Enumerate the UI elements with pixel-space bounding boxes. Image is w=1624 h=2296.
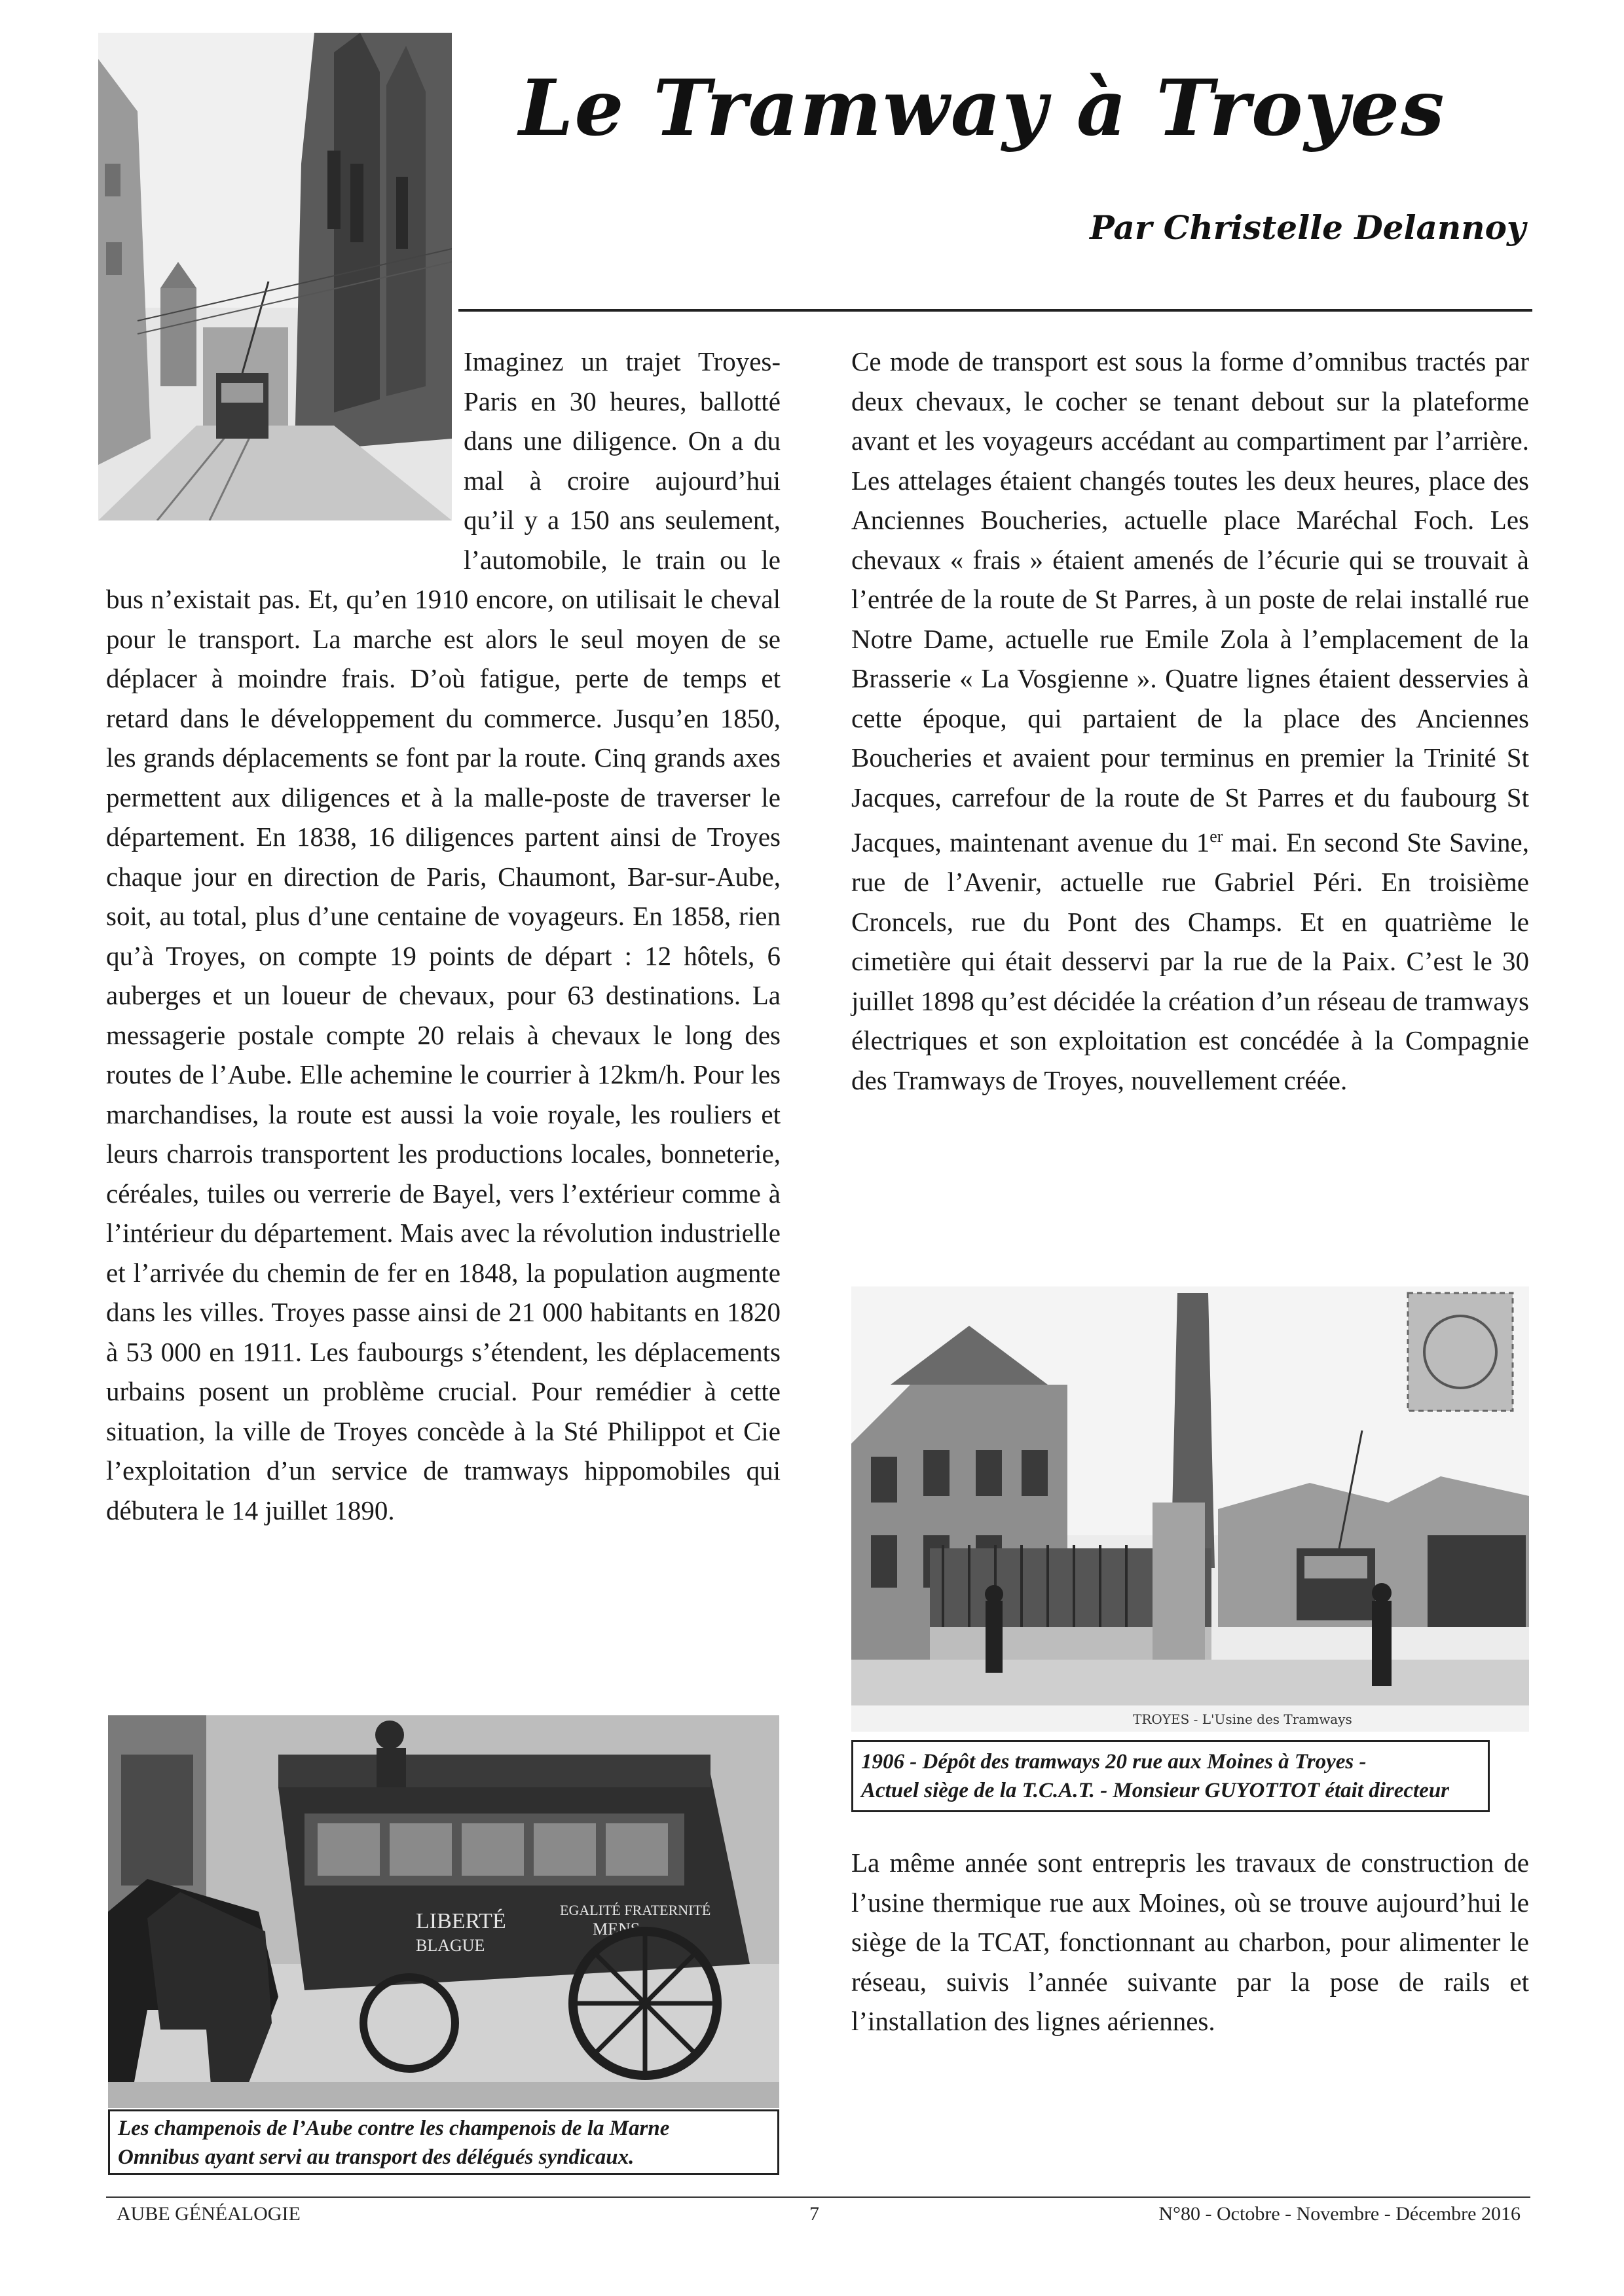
article-paragraph — [851, 342, 1529, 1100]
article-right-column — [851, 342, 1529, 1100]
street-photo-wrap-space — [106, 342, 453, 561]
footer-issue: N°80 - Octobre - Novembre - Décembre 2016 — [1158, 2203, 1521, 2225]
omnibus-sign-text: MENS — [593, 1920, 640, 1939]
omnibus-sign-text: BLAGUE — [416, 1936, 485, 1955]
omnibus-photo-caption — [108, 2109, 779, 2175]
author-byline: Par Christelle Delannoy — [1090, 208, 1526, 247]
caption-line: 1906 - Dépôt des tramways 20 rue aux Moines à Troyes - — [861, 1750, 1367, 1774]
article-text: Ce mode de transport est sous la forme d’omnibus tractés par deux chevaux, le cocher se tenant debout sur la plateforme avant et les voyageurs accédant au compartiment par l’arrière. Les attelages étaient changés toutes les deux heures, place des Anciennes Boucheries, actuelle place Maréchal Foch. Les chevaux « frais » étaient amenés de l’écurie qui se trouvait à l’entrée de la route de St Parres, à un poste de relai installé rue Notre Dame, actuelle rue Emile Zola à l’emplacement de la Brasserie « La Vosgienne ». Quatre lignes étaient desservies à cette époque, qui partaient de la place des Anciennes Boucheries et avaient pour terminus en premier la Trinité St Jacques, carrefour de la route de St Parres et du faubourg St Jacques, maintenant avenue du 1 — [851, 346, 1529, 858]
caption-line: Omnibus ayant servi au transport des délégués syndicaux. — [118, 2145, 635, 2169]
article-left-column — [106, 342, 781, 1530]
article-paragraph: Imaginez un trajet Troyes-Paris en 30 heures, ballotté dans une diligence. On a du mal à croire aujourd’hui qu’il y a 150 ans seulement, l’automobile, le train ou le bus n’existait pas. Et, qu’en 1910 encore, on utilisait le cheval pour le transport. La marche est alors le seul moyen de se déplacer à moindre frais. D’où fatigue, perte de temps et retard dans le développement du commerce. Jusqu’en 1850, les grands déplacements se font par la route. Cinq grands axes permettent aux diligences et à la malle-poste de traverser le département. En 1838, 16 diligences partent ainsi de Troyes chaque jour en direction de Paris, Chaumont, Bar-sur-Aube, soit, au total, plus d’une centaine de voyageurs. En 1858, rien qu’à Troyes, on compte 19 points de départ : 12 hôtels, 6 auberges et un loueur de chevaux, pour 63 destinations. La messagerie postale compte 20 relais à chevaux le long des routes de l’Aube. Elle achemine le courrier à 12km/h. Pour les marchandises, la route est aussi la voie royale, les rouliers et leurs charrois transportent les productions locales, bonneterie, céréales, tuiles ou verrerie de Bayel, vers l’extérieur comme à l’intérieur du département. Mais avec la révolution industrielle et l’arrivée du chemin de fer en 1848, la population augmente dans les villes. Troyes passe ainsi de 21 000 habitants en 1820 à 53 000 en 1911. Les faubourgs s’étendent, les déplacements urbains posent un problème crucial. Pour remédier à cette situation, la ville de Troyes concède à la Sté Philippot et Cie l’exploitation d’un service de tramways hippomobiles qui débutera le 14 juillet 1890. — [106, 346, 781, 1525]
tram-depot-photo — [851, 1286, 1529, 1732]
omnibus-sign-text: EGALITÉ FRATERNITÉ — [560, 1902, 711, 1918]
header-divider — [458, 309, 1532, 312]
depot-photo-caption — [851, 1740, 1490, 1812]
omnibus-sign-text: LIBERTÉ — [416, 1909, 506, 1933]
horse-omnibus-photo — [108, 1715, 779, 2108]
page-title: Le Tramway à Troyes — [519, 62, 1446, 153]
footer-page-number: 7 — [809, 2203, 819, 2225]
article-paragraph: La même année sont entrepris les travaux de construction de l’usine thermique rue aux Moines, où se trouve aujourd’hui le siège de la TCAT, fonctionnant au charbon, pour alimenter le réseau, suivis l’année suivante par la pose de rails et l’installation des lignes aériennes. — [851, 1848, 1529, 2036]
caption-line: Les champenois de l’Aube contre les champenois de la Marne — [118, 2117, 670, 2140]
article-right-column-lower — [851, 1843, 1529, 2041]
article-text: mai. En second Ste Savine, rue de l’Avenir, actuelle rue Gabriel Péri. En troisième Croncels, rue du Pont des Champs. Et en quatrième le cimetière qui était desservi par la rue de la Paix. C’est le 30 juillet 1898 qu’est décidée la création d’un réseau de tramways électriques et son exploitation est concédée à la Compagnie des Tramways de Troyes, nouvellement créée. — [851, 827, 1529, 1095]
caption-line: Actuel siège de la T.C.A.T. - Monsieur GUYOTTOT était directeur — [861, 1779, 1450, 1802]
footer-publication: AUBE GÉNÉALOGIE — [117, 2203, 301, 2225]
ordinal-superscript: er — [1209, 827, 1223, 846]
depot-print-label: TROYES - L'Usine des Tramways — [1133, 1711, 1352, 1727]
footer-divider — [106, 2196, 1530, 2198]
